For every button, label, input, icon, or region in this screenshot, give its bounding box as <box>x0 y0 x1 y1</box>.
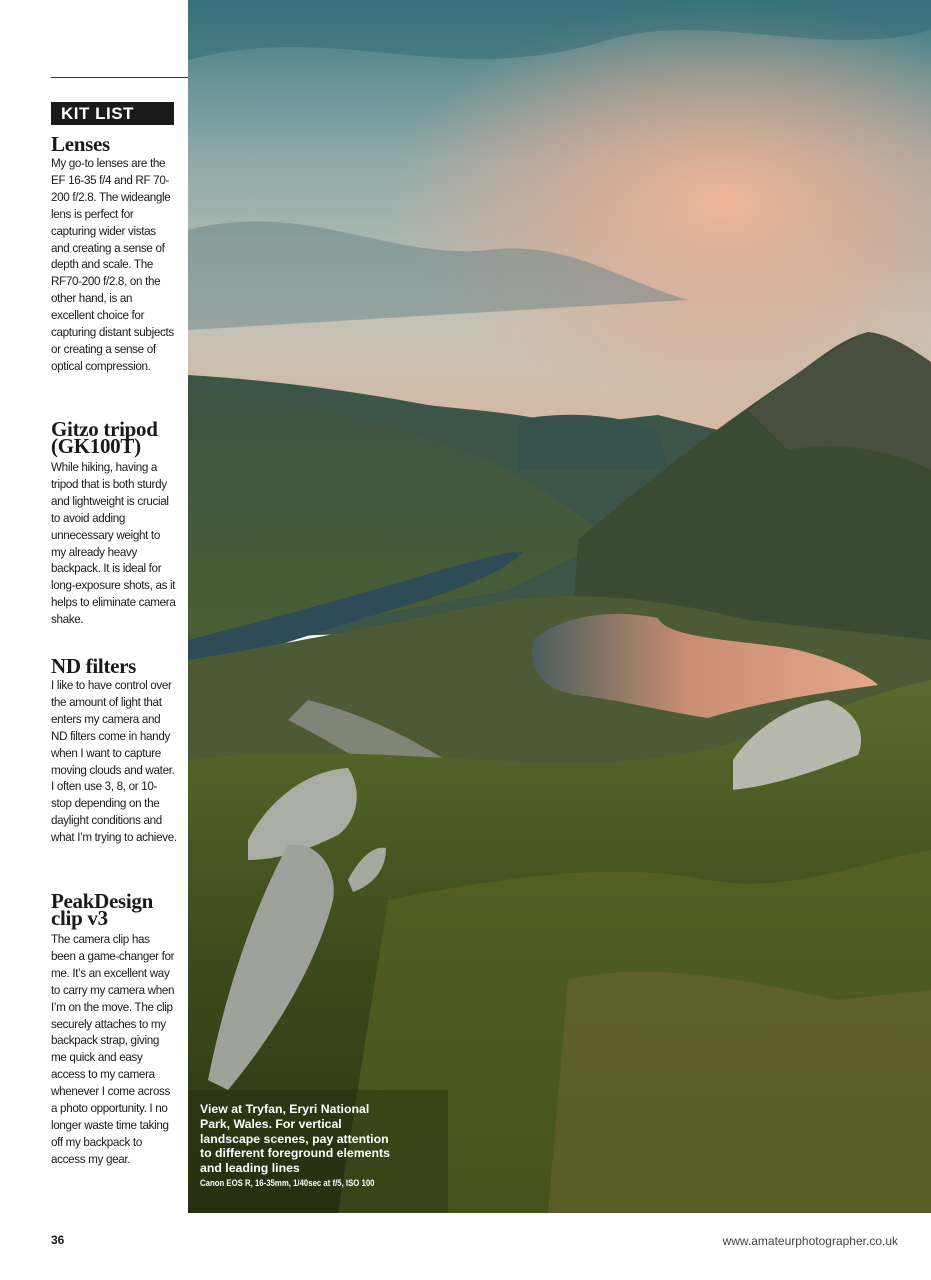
kit-item-nd-filters <box>51 655 177 846</box>
website-url: www.amateurphotographer.co.uk <box>722 1234 898 1248</box>
kit-item-body: While hiking, having a tripod that is both sturdy and lightweight is crucial to avoid adding unnecessary weight to my already heavy backpack. It is ideal for long-exposure shots, as it helps to eliminate camera shake. <box>51 460 176 627</box>
camera-settings: Canon EOS R, 16-35mm, 1/40sec at f/5, ISO 100 <box>200 1177 375 1189</box>
landscape-photo <box>188 0 931 1213</box>
kit-item-lenses <box>51 133 177 375</box>
photo-caption <box>200 1102 390 1190</box>
landscape-illustration <box>188 0 931 1213</box>
kit-item-body: My go-to lenses are the EF 16-35 f/4 and RF 70-200 f/2.8. The wideangle lens is perfect for capturing wider vistas and creating a sense of depth and scale. The RF70-200 f/2.8, on the other hand, is an excellent choice for capturing distant subjects or creating a sense of optical compression. <box>51 156 174 373</box>
kit-item-body: The camera clip has been a game-changer for me. It’s an excellent way to carry my camera when I’m on the move. The clip securely attaches to my backpack strap, giving me quick and easy access to my camera whenever I come across a photo opportunity. I no longer waste time taking off my backpack to access my gear. <box>51 932 175 1166</box>
kit-item-title: Lenses <box>51 132 110 156</box>
kit-item-title: Gitzo tripod (GK100T) <box>51 417 158 458</box>
kit-list-label: KIT LIST <box>51 102 174 125</box>
top-rule <box>51 77 188 78</box>
kit-item-title: ND filters <box>51 654 137 678</box>
kit-item-tripod <box>51 417 177 628</box>
page-number: 36 <box>51 1233 65 1247</box>
kit-item-peakdesign-clip <box>51 889 177 1168</box>
kit-item-body: I like to have control over the amount of light that enters my camera and ND filters come in handy when I want to capture moving clouds and water. I often use 3, 8, or 10-stop depending on the daylight conditions and what I’m trying to achieve. <box>51 678 177 845</box>
kit-item-title: PeakDesign clip v3 <box>51 889 154 930</box>
caption-text: View at Tryfan, Eryri National Park, Wales. For vertical landscape scenes, pay attention to different foreground elements and leading lines <box>200 1102 390 1176</box>
